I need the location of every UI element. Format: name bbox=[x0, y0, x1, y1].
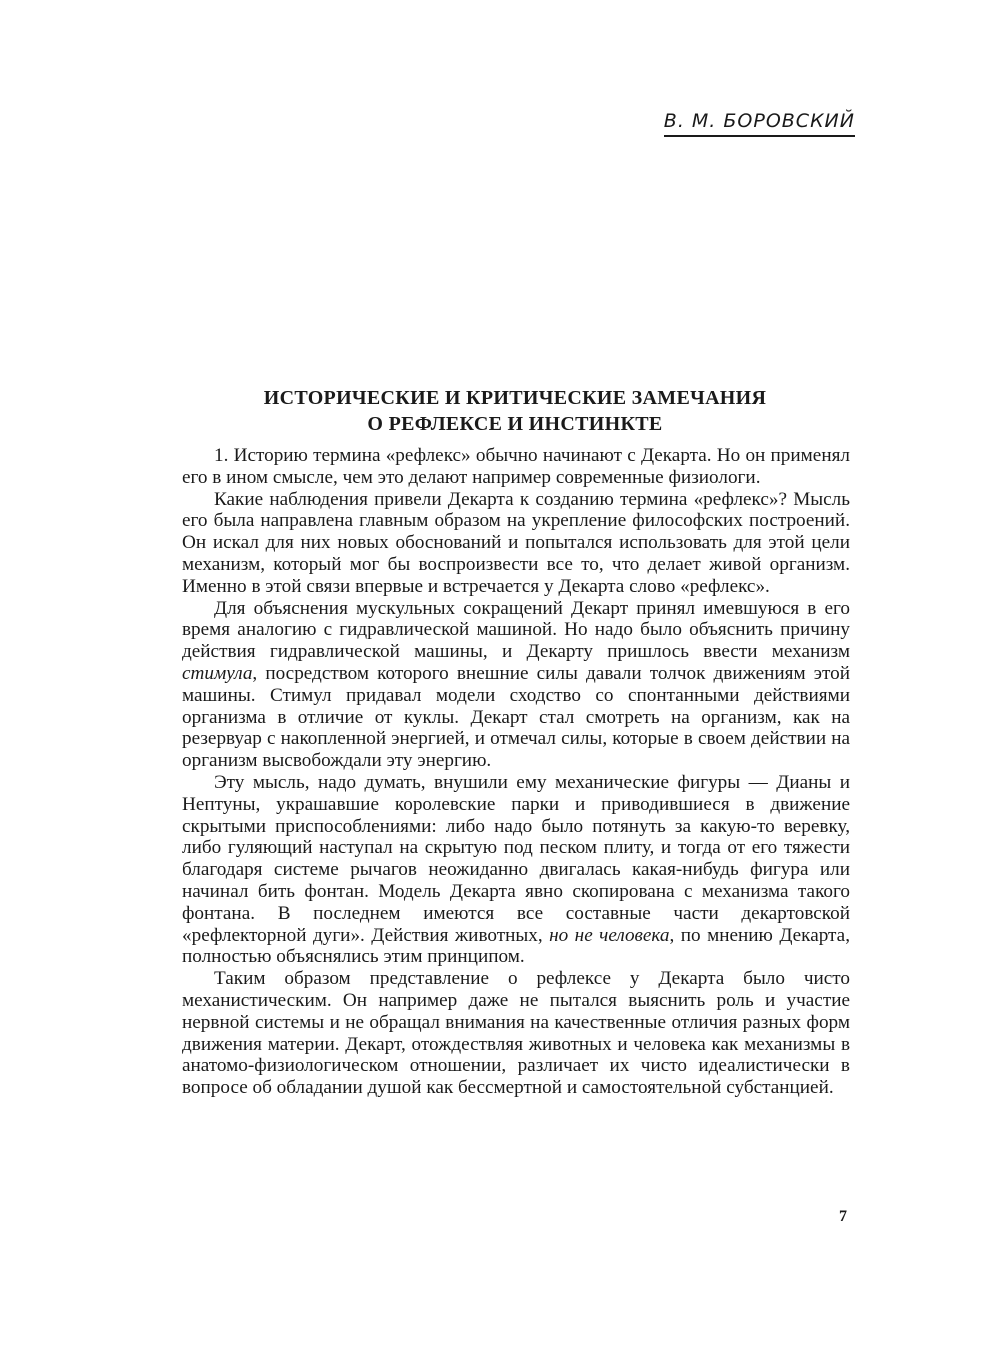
paragraph-4-text-a: Эту мысль, надо думать, внушили ему механические фигуры — Дианы и Нептуны, украшавшие королевские парки и приводившиеся в движение скрытыми приспособлениями: либо надо было потянуть за какую-то веревку, либо гуляющий наступал на скрытую под песком плиту, и тогда от его тяжести благодаря системе рычагов неожиданно двигалась какая-нибудь фигура или начинал бить фонтан. Модель Декарта явно скопирована с механизма такого фонтана. В последнем имеются все составные части декартовской «рефлекторной дуги». Действия животных, bbox=[182, 771, 850, 946]
paragraph-4-emphasis: но не человека bbox=[549, 924, 670, 946]
paragraph-5: Таким образом представление о рефлексе у Декарта было чисто механистическим. Он например даже не пытался выяснить роль и участие нервной системы и не обращал внимания на качественные отличия разных форм движения материи. Декарт, отождествляя животных и человека как механизмы в анатомо-физиологическом отношении, различает их чисто идеалистически в вопросе об обладании душой как бессмертной и самостоятельной субстанцией. bbox=[182, 968, 850, 1099]
paragraph-3-text-b: , посредством которого внешние силы давали толчок движениям этой машины. Стимул придавал модели сходство со спонтанными действиями организма в отличие от куклы. Декарт стал смотреть на организм, как на резервуар с накопленной энергией, и отмечал силы, которые в своем действии на организм высвобождали эту энергию. bbox=[182, 662, 850, 772]
paragraph-4-text-b: , по мнению Декарта, полностью объяснялись этим принципом. bbox=[182, 924, 850, 968]
page-number: 7 bbox=[839, 1208, 847, 1225]
paragraph-4 bbox=[182, 772, 850, 968]
paragraph-2: Какие наблюдения привели Декарта к созданию термина «рефлекс»? Мысль его была направлена главным образом на укрепление философских построений. Он искал для них новых обоснований и попытался использовать для этой цели механизм, который мог бы воспроизвести все то, что делает живой организм. Именно в этой связи впервые и встречается у Декарта слово «рефлекс». bbox=[182, 488, 850, 597]
paragraph-1: 1. Историю термина «рефлекс» обычно начинают с Декарта. Но он применял его в ином смысле, чем это делают например современные физиологи. bbox=[182, 445, 850, 488]
paragraph-3-text-a: Для объяснения мускульных сокращений Декарт принял имевшуюся в его время аналогию с гидравлической машиной. Но надо было объяснить причину действия гидравлической машины, и Декарту пришлось ввести механизм bbox=[182, 597, 850, 663]
article-title-line-1: ИСТОРИЧЕСКИЕ И КРИТИЧЕСКИЕ ЗАМЕЧАНИЯ bbox=[263, 387, 767, 409]
paragraph-3-emphasis: стимула bbox=[182, 662, 253, 684]
author-header: В. М. БОРОВСКИЙ bbox=[664, 110, 855, 137]
paragraph-3 bbox=[182, 598, 850, 772]
article-title-line-2: О РЕФЛЕКСЕ И ИНСТИНКТЕ bbox=[367, 413, 663, 435]
article-body bbox=[182, 445, 850, 1099]
article-title bbox=[180, 385, 850, 437]
